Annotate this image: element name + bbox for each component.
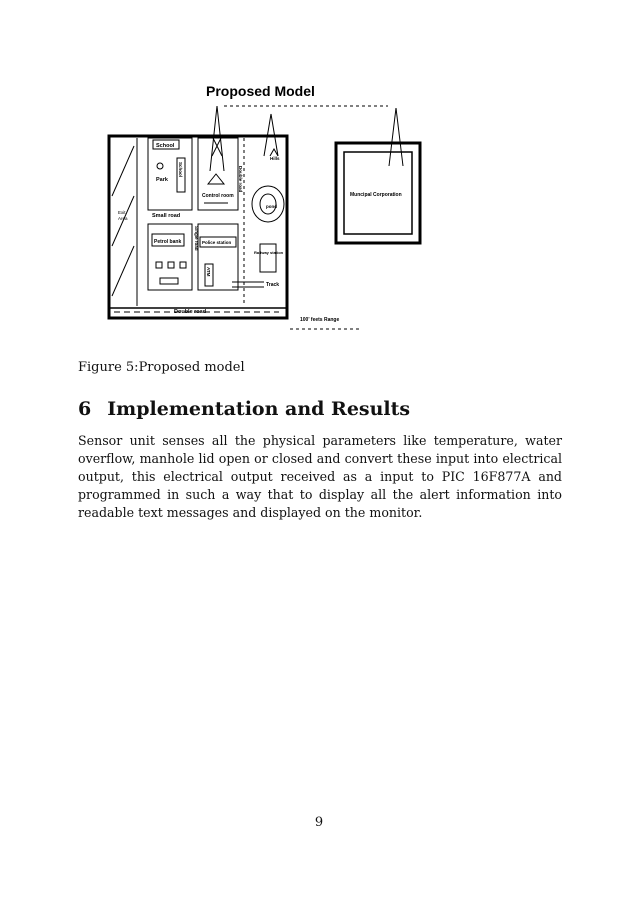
exit-line-3 xyxy=(112,246,134,296)
section-number: 6 xyxy=(78,398,92,420)
tower-right-icon xyxy=(389,108,403,166)
double-road-side-label: Double road xyxy=(238,166,243,193)
petrol-bank-label: Petrol bank xyxy=(154,239,182,245)
body-paragraph: Sensor unit senses all the physical parameters like temperature, water overflow, manhole lid open or closed and convert these input into electrical output, this electrical output received as a input to PIC 16F877A and programmed in such a way that to display all the alert information into readable text messages and displayed on the monitor. xyxy=(78,433,562,520)
pond-label: pond xyxy=(266,204,277,209)
figure-title: Proposed Model xyxy=(206,83,315,99)
section-title: Implementation and Results xyxy=(107,398,411,420)
control-room-roof xyxy=(208,174,224,184)
railway-station-label: Railway station xyxy=(254,250,284,255)
proposed-model-figure xyxy=(104,76,424,336)
control-room-label: Control room xyxy=(202,193,234,199)
railway-station-box xyxy=(260,244,276,272)
atm-label: ATM xyxy=(206,267,211,277)
exit-area-label: Area xyxy=(118,216,128,221)
police-station-block xyxy=(198,224,238,290)
proposed-model-diagram xyxy=(104,76,424,336)
page-number: 9 xyxy=(314,815,324,830)
exit-label: Exit xyxy=(118,210,126,215)
petrol-pump-3 xyxy=(180,262,186,268)
exit-line-2 xyxy=(112,196,134,246)
petrol-pump-2 xyxy=(168,262,174,268)
police-station-label: Police station xyxy=(202,240,232,245)
exit-line-1 xyxy=(112,146,134,196)
figure-caption: Figure 5:Proposed model xyxy=(78,360,245,375)
section-heading xyxy=(78,398,410,420)
petrol-pump-1 xyxy=(156,262,162,268)
municipal-label: Muncipal Corporation xyxy=(350,192,402,198)
range-label: 100' feets Range xyxy=(300,317,340,323)
school-side-label: School xyxy=(178,162,183,178)
hills-label: Hills xyxy=(270,156,280,161)
park-label: Park xyxy=(156,177,168,183)
park-tree xyxy=(157,163,163,169)
track-label: Track xyxy=(266,282,280,288)
petrol-tank xyxy=(160,278,178,284)
single-road-label: Single road xyxy=(194,226,199,251)
small-road-label: Small road xyxy=(152,213,181,219)
school-label: School xyxy=(156,143,175,149)
double-road-label: Double road xyxy=(174,309,207,315)
